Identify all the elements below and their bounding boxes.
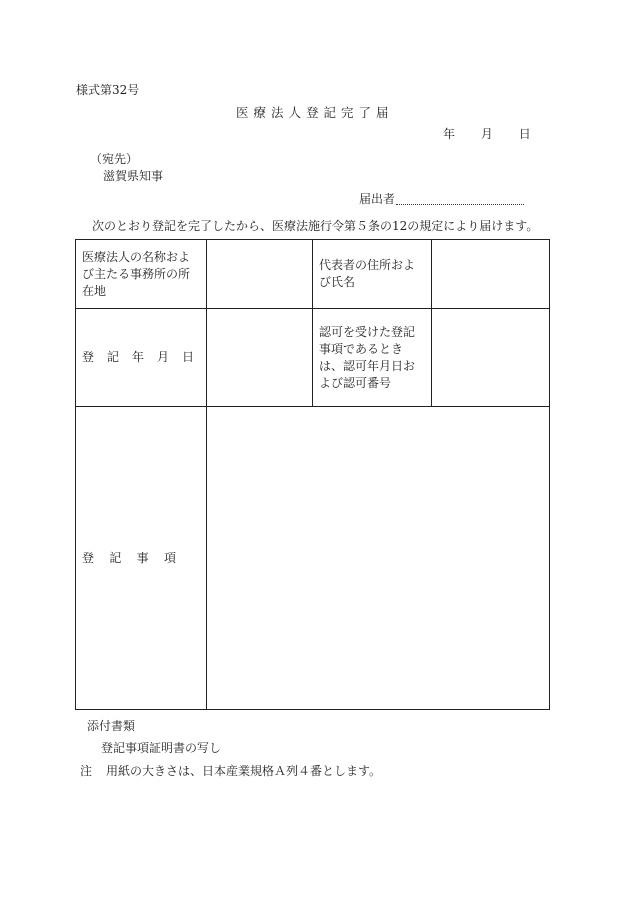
date-day-label: 日 (518, 127, 531, 141)
date-month-label: 月 (480, 127, 493, 141)
registration-items-char: 事 (136, 550, 149, 565)
registration-form-table (75, 239, 550, 710)
approval-field[interactable] (432, 309, 550, 407)
date-line (443, 127, 531, 142)
registration-items-label (76, 407, 207, 710)
table-row (76, 240, 550, 309)
statement-text: 次のとおり登記を完了したから、医療法施行令第５条の12の規定により届けます。 (92, 219, 539, 233)
attachment-item: 登記事項証明書の写し (101, 741, 222, 755)
corp-name-label: 医療法人の名称および主たる事務所の所在地 (76, 240, 207, 309)
table-row (76, 407, 550, 710)
addressee: 滋賀県知事 (103, 169, 164, 183)
date-year-label: 年 (443, 127, 456, 141)
form-title: 医療法人登記完了届 (236, 105, 394, 120)
representative-label: 代表者の住所および氏名 (313, 240, 432, 309)
table-row (76, 309, 550, 407)
applicant-label: 届出者 (359, 192, 396, 206)
registration-items-field[interactable] (207, 407, 550, 710)
registration-date-char: 月 (156, 350, 169, 364)
registration-date-char: 日 (181, 350, 194, 364)
applicant-signature-line[interactable] (396, 204, 524, 205)
corp-name-field[interactable] (207, 240, 313, 309)
registration-items-char: 項 (163, 550, 176, 565)
form-number: 様式第32号 (76, 83, 140, 97)
registration-date-field[interactable] (207, 309, 313, 407)
registration-date-char: 年 (131, 350, 144, 364)
attachments-label: 添付書類 (87, 719, 136, 733)
registration-items-char: 登 (82, 550, 95, 565)
registration-date-label (76, 309, 207, 407)
registration-date-char: 記 (106, 350, 119, 364)
approval-label: 認可を受けた登記事項であるときは、認可年月日および認可番号 (313, 309, 432, 407)
addressee-label: （宛先） (90, 152, 139, 166)
registration-items-char: 記 (109, 550, 122, 565)
note-mark: 注 (80, 764, 93, 778)
registration-date-char: 登 (82, 350, 95, 364)
note (80, 764, 381, 779)
note-text: 用紙の大きさは、日本産業規格Ａ列４番とします。 (106, 764, 382, 778)
representative-field[interactable] (432, 240, 550, 309)
